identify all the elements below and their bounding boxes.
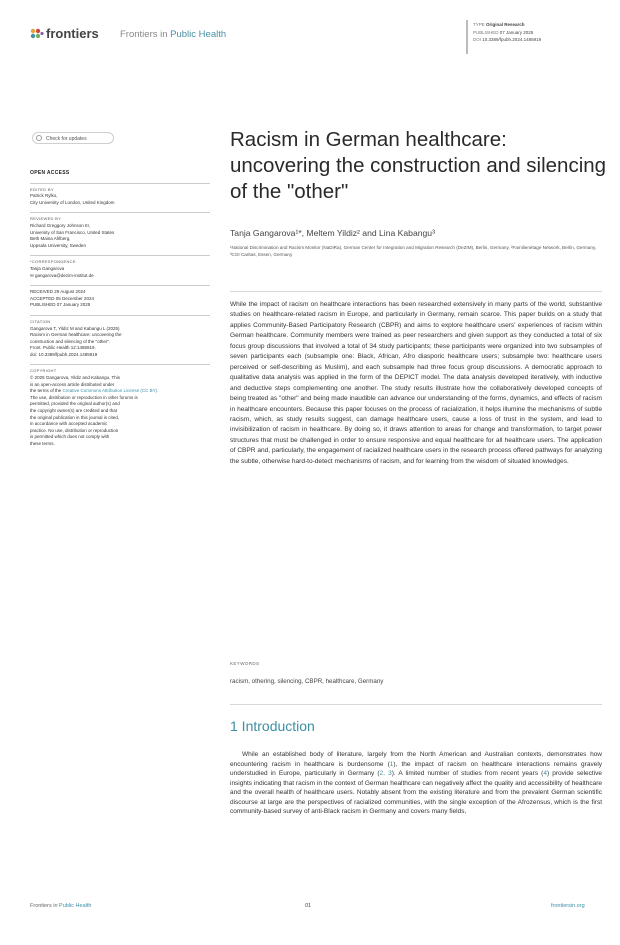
check-updates-button[interactable] xyxy=(32,132,114,144)
intro-text: ). A limited number of studies from recent years ( xyxy=(391,770,544,777)
dates-block xyxy=(30,285,210,309)
reviewer-name: Beth Maina Ahlberg, xyxy=(30,236,71,242)
copyright-line: these terms. xyxy=(30,441,55,446)
correspondence-label: *CORRESPONDENCE xyxy=(30,259,76,265)
copyright-line: is permitted which does not comply with xyxy=(30,434,110,440)
open-access-label: OPEN ACCESS xyxy=(30,170,70,176)
editor-affiliation: City University of London, United Kingdom xyxy=(30,199,115,205)
meta-divider xyxy=(466,20,468,54)
edited-by-block xyxy=(30,183,210,207)
copyright-label: COPYRIGHT xyxy=(30,368,57,374)
reviewer-affiliation: Uppsala University, Sweden xyxy=(30,242,86,248)
edited-by-label: EDITED BY xyxy=(30,186,54,192)
keywords-divider xyxy=(230,704,602,705)
keywords-label: KEYWORDS xyxy=(230,661,260,666)
citation-label: CITATION xyxy=(30,318,51,324)
footer-journal-name: Public Health xyxy=(59,903,92,909)
journal-name[interactable] xyxy=(120,29,226,40)
section-heading-introduction: 1 Introduction xyxy=(230,718,315,734)
reviewer-name: Richard Greggory Johnson III, xyxy=(30,222,91,228)
copyright-line: practice. No use, distribution or reproduction xyxy=(30,427,119,433)
check-updates-label: Check for updates xyxy=(46,136,87,142)
doi-label: DOI xyxy=(473,37,482,42)
refresh-icon xyxy=(36,135,42,141)
article-meta xyxy=(473,21,541,44)
footer-journal xyxy=(30,903,91,909)
copyright-line: the original publication in this journal is cited, xyxy=(30,414,120,420)
intro-text: ), the impact of racism on healthcare interactions remains gravely understudied in Europe, particularly in Germany ( xyxy=(230,760,603,777)
footer-journal-prefix: Frontiers in xyxy=(30,903,58,909)
correspondence-name: Tanja Gangarova xyxy=(30,265,65,271)
published-value: 07 January 2025 xyxy=(499,29,534,35)
published-date: PUBLISHED 07 January 2025 xyxy=(30,302,91,308)
intro-text: ) provide selective insights indicating that racism in the context of German healthcare can negatively affect the quality and accessibility of healthcare and the overall health of healthcare users. Notably absent from the existing literature and from the prevalent German scientific discourse at large are the perspectives of racialized communities, with the single exception of the Afrozensus, which is the first community-based survey of anti-Black racism in Germany and covers many fields, xyxy=(230,770,603,815)
page-number: 01 xyxy=(305,903,312,909)
keywords: racism, othering, silencing, CBPR, healthcare, Germany xyxy=(230,678,384,685)
journal-prefix: Frontiers in xyxy=(120,29,168,40)
citation-line: Front. Public Health 12:1485919. xyxy=(30,345,96,351)
footer-site-link[interactable]: frontiersin.org xyxy=(551,903,585,909)
title-divider xyxy=(230,291,602,292)
affiliations: ¹National Discrimination and Racism Monitor (NaDiRa), German Center for Integration and Migration Research (DeZIM), Berlin, Germany, ²Familienétage Network, Berlin, Germany, ³CGI Caritas, Essen, Germany xyxy=(230,245,597,257)
citation-line: Racism in German healthcare: uncovering the xyxy=(30,332,122,338)
frontiers-logo-text[interactable]: frontiers xyxy=(46,26,99,41)
copyright-block xyxy=(30,364,210,447)
editor-name: Patrick Rylko, xyxy=(30,193,58,199)
license-link[interactable]: Creative Commons Attribution License (CC BY). xyxy=(62,388,159,394)
introduction-paragraph xyxy=(230,750,602,817)
citation-line: Gangarova T, Yildiz M and Kabangu L (2025) xyxy=(30,325,120,331)
citation-link[interactable]: 2, 3 xyxy=(379,770,392,777)
copyright-line: © 2025 Gangarova, Yildiz and Kabangu. This xyxy=(30,375,121,381)
journal-title: Public Health xyxy=(170,29,227,40)
frontiers-logo-icon xyxy=(30,28,44,42)
received-date: RECEIVED 29 August 2024 xyxy=(30,289,86,295)
reviewed-by-label: REVIEWED BY xyxy=(30,216,62,222)
type-label: TYPE xyxy=(473,22,485,27)
reviewed-by-block xyxy=(30,212,210,249)
citation-block xyxy=(30,315,210,359)
article-sidebar xyxy=(30,170,210,454)
copyright-line: the copyright owner(s) are credited and that xyxy=(30,408,118,414)
published-label: PUBLISHED xyxy=(473,29,499,35)
type-value: Original Research xyxy=(486,22,525,27)
copyright-line: in accordance with accepted academic xyxy=(30,421,108,427)
doi-value[interactable]: 10.3389/fpubh.2024.1485919 xyxy=(482,37,542,42)
article-title: Racism in German healthcare: uncovering the construction and silencing of the "other" xyxy=(230,128,607,203)
copyright-line: The use, distribution or reproduction in other forums is xyxy=(30,394,138,400)
correspondence-email[interactable]: ✉ gangarova@dezim-institut.de xyxy=(30,272,94,278)
correspondence-block xyxy=(30,255,210,279)
copyright-line: permitted, provided the original author(s) and xyxy=(30,401,120,407)
abstract: While the impact of racism on healthcare interactions has been researched extensively in many parts of the world, substantive studies on healthcare-related racism in Europe, and particularly in Germany, remain scarce. This paper builds on a study that applies Community-Based Participatory Research (CBPR) and aims to explore healthcare users' experiences of racism within German healthcare. Community members were trained as peer researchers and given support as they conducted a total of six focus group discussions that involved a total of 34 study participants; these participants were organized into two subsamples of seven participants each (subsample one: Black, African, Afro diasporic healthcare users; subsample two: healthcare users perceived or self-describing as Muslim), and each subsample had three focus group discussions. A democratic approach to qualitative data analysis was applied in the form of the DEPICT model. The data analysis developed iteratively, with inductive and deductive steps complementing one another. The study results illustrate how the collaboratively developed concepts of being treated as "other" and being made inaudible can advance our understanding of the forms, dynamics, and effects of racism in healthcare encounters. Because this paper focuses on the process of racialization, it helps illumine the mechanisms of subtle racism, which, as study results suggest, can damage healthcare users, cause a loss of trust in the system, and lead to invisibilization of racism in healthcare. By doing so, it draws attention to areas for change and transformation, to target power structures that must be challenged in order to ensure responsive and equal healthcare for all healthcare users. The application of CBPR and, particularly, the engagement of racialized healthcare users in the research process offered pathways for analyzing the subtle, otherwise hard-to-detect mechanisms of racism, and for learning from the wisdom of situated knowledges. xyxy=(230,301,602,465)
accepted-date: ACCEPTED 05 December 2024 xyxy=(30,295,95,301)
author-list[interactable]: Tanja Gangarova¹*, Meltem Yildiz² and Lina Kabangu³ xyxy=(230,228,435,238)
citation-doi[interactable]: doi: 10.3389/fpubh.2024.1485919 xyxy=(30,351,98,357)
citation-link[interactable]: 4 xyxy=(543,770,547,777)
copyright-line: is an open-access article distributed under xyxy=(30,381,115,387)
citation-line: construction and silencing of the "other". xyxy=(30,338,111,344)
intro-text: While an established body of literature, largely from the North American and Australian contexts, demonstrates how encountering racism in healthcare is burdensome ( xyxy=(230,751,602,768)
citation-link[interactable]: 1 xyxy=(389,760,394,768)
reviewer-affiliation: University of San Francisco, United States xyxy=(30,229,115,235)
copyright-line: the terms of the xyxy=(30,388,62,394)
